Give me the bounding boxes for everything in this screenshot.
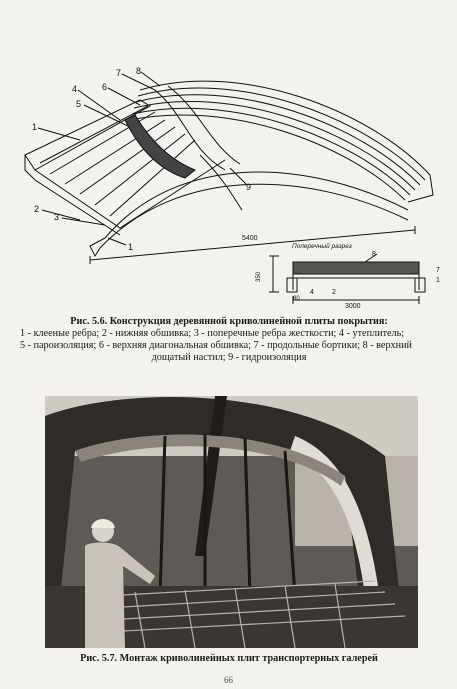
section-label-4: 4 bbox=[310, 289, 314, 296]
callout-8: 8 bbox=[136, 66, 142, 76]
callout-3: 3 bbox=[54, 212, 60, 222]
span-dimension: 5400 bbox=[242, 235, 258, 242]
page-number: 66 bbox=[224, 675, 233, 685]
section-label-2: 2 bbox=[332, 289, 336, 296]
callout-9: 9 bbox=[246, 182, 252, 192]
curved-panel-drawing bbox=[10, 60, 450, 310]
figure-5-6-caption bbox=[20, 316, 438, 364]
legend-line-1: 1 - клееные ребра; 2 - нижняя обшивка; 3 - поперечные ребра жесткости; 4 - утеплитель; bbox=[20, 328, 405, 339]
section-label-8: 8 bbox=[372, 251, 376, 258]
figure-5-7-caption: Рис. 5.7. Монтаж криволинейных плит транспортерных галерей bbox=[80, 653, 378, 664]
callout-1a: 1 bbox=[32, 122, 38, 132]
legend-line-3: дощатый настил; 9 - гидроизоляция bbox=[151, 352, 307, 363]
callout-7: 7 bbox=[116, 68, 122, 78]
callout-5: 5 bbox=[76, 99, 82, 109]
figure-5-6-legend bbox=[20, 328, 438, 364]
photo-illustration bbox=[45, 396, 418, 648]
gallery-assembly-photo bbox=[45, 396, 418, 648]
section-label-1: 1 bbox=[436, 277, 440, 284]
callout-4: 4 bbox=[72, 84, 78, 94]
legend-line-2: 5 - пароизоляция; 6 - верхняя диагональная обшивка; 7 - продольные бортики; 8 - верхний bbox=[20, 340, 412, 351]
callout-1b: 1 bbox=[128, 242, 134, 252]
section-label-7: 7 bbox=[436, 267, 440, 274]
section-thickness-dim: 80 bbox=[293, 296, 300, 302]
callout-6: 6 bbox=[102, 82, 108, 92]
callout-2: 2 bbox=[34, 204, 40, 214]
section-height-dim: 350 bbox=[256, 271, 262, 282]
figure-5-6-title: Рис. 5.6. Конструкция деревянной криволинейной плиты покрытия: bbox=[70, 316, 388, 327]
section-width-dim: 3000 bbox=[345, 303, 361, 310]
section-title: Поперечный разрез bbox=[292, 243, 352, 250]
